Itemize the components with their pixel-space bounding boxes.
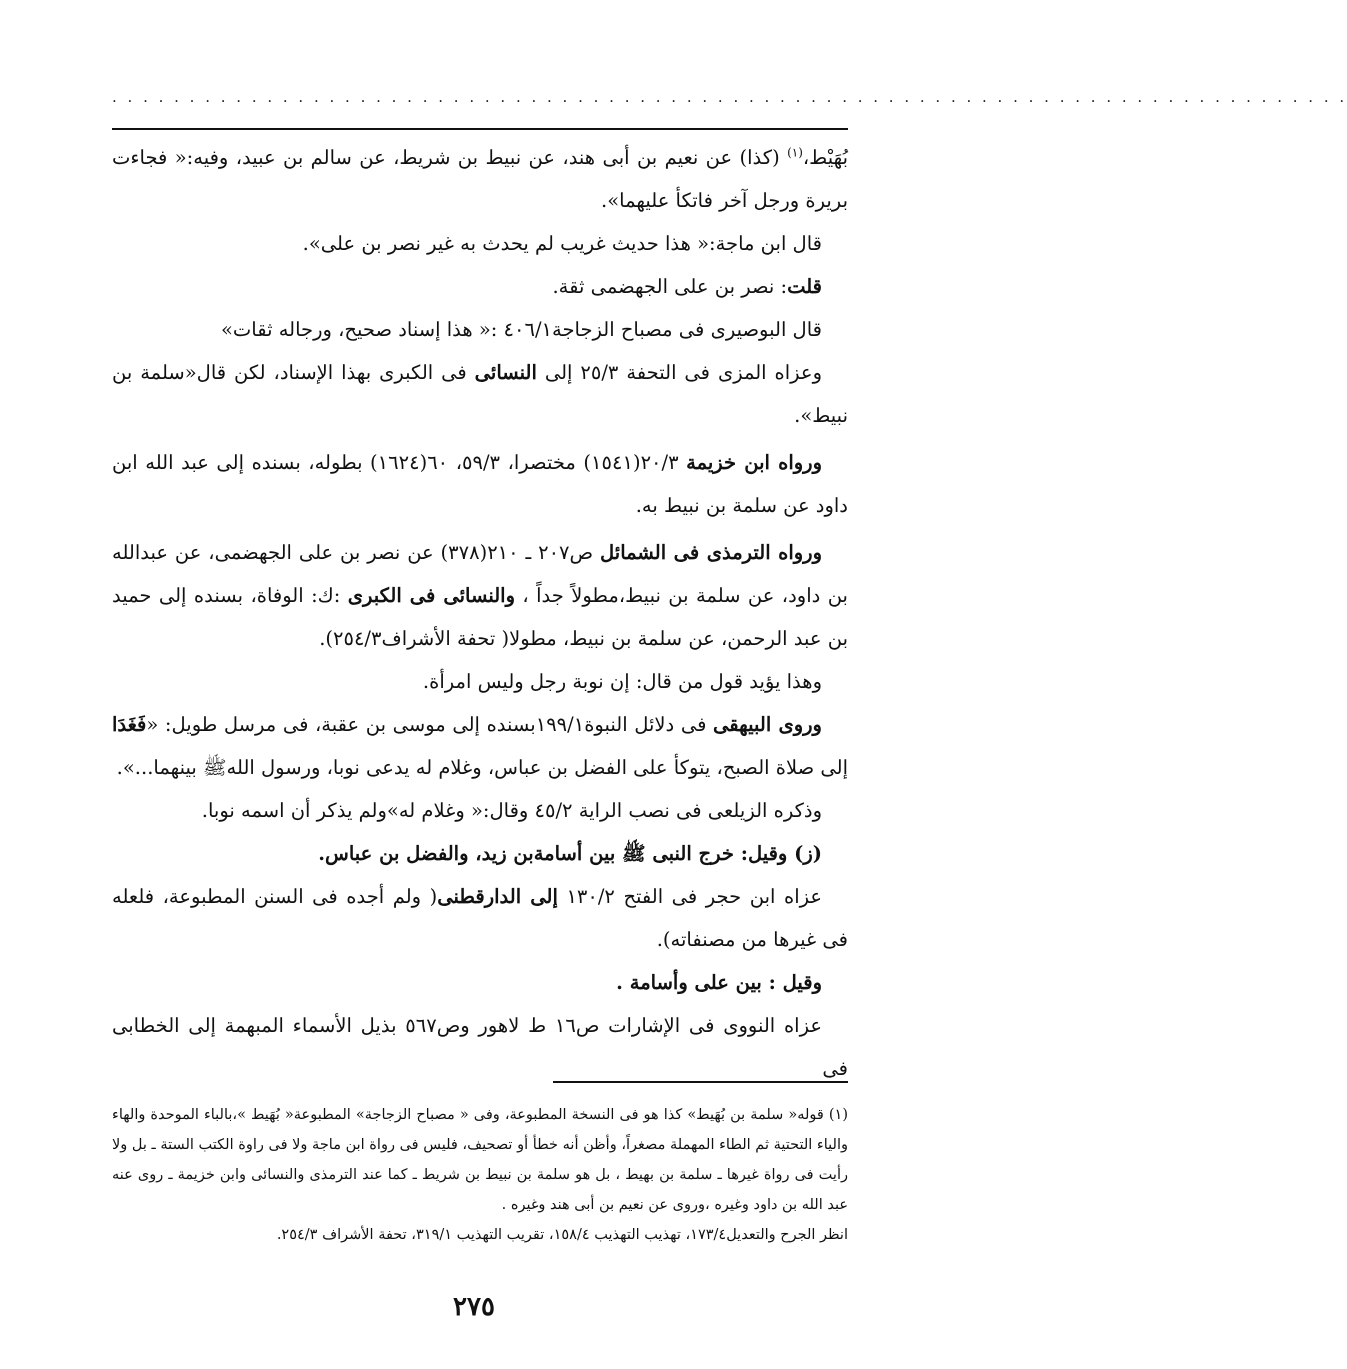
footnote-block: [112, 1100, 848, 1250]
paragraph-5: [112, 351, 848, 437]
paragraph-8: وهذا يؤيد قول من قال: إن نوبة رجل وليس امرأة.: [422, 670, 822, 693]
paragraph-7-text-1: ص٢٠٧ ـ ٢١٠(٣٧٨) عن نصر بن على الجهضمى، عن عبدالله بن داود، عن سلمة بن نبيط،مطولاً جداً ،: [112, 541, 848, 607]
paragraph-3-bold: قلت: [787, 275, 822, 298]
paragraph-10: وذكره الزيلعى فى نصب الراية ٤٥/٢ وقال:« وغلام له»ولم يذكر أن اسمه نوبا.: [201, 799, 822, 822]
paragraph-11: [112, 832, 848, 875]
footnote-marker[interactable]: (١): [787, 145, 803, 160]
paragraph-6-rest: ٢٠/٣(١٥٤١) مختصرا، ٥٩/٣، ٦٠(١٦٢٤) بطوله، بسنده إلى عبد الله ابن داود عن سلمة بن نبيط به.: [112, 451, 848, 517]
paragraph-9-bold: وروى البيهقى: [713, 713, 822, 736]
paragraph-9: [112, 703, 848, 789]
paragraph-13-bold: وقيل : بين على وأسامة .: [616, 971, 822, 994]
paragraph-5-rest: فى الكبرى بهذا الإسناد، لكن قال«سلمة بن نبيط».: [112, 361, 848, 427]
paragraph-9-text-1: فى دلائل النبوة١٩٩/١بسنده إلى موسى بن عقبة، فى مرسل طويل: «: [146, 713, 714, 736]
paragraph-9-bold-2: فَغَدَا: [112, 713, 147, 736]
paragraph-12-rest: ( ولم أجده فى السنن المطبوعة، فلعله فى غيرها من مصنفاته).: [112, 885, 848, 951]
paragraph-6: [112, 441, 848, 527]
paragraph-1-start: بُهَيْط،: [802, 146, 848, 169]
main-text: [112, 136, 848, 1090]
paragraph-11-bold: (ز) وقيل: خرج النبى ﷺ بين أسامةبن زيد، والفضل بن عباس.: [318, 842, 822, 865]
paragraph-3-rest: : نصر بن على الجهضمى ثقة.: [552, 275, 788, 298]
paragraph-1-rest: (كذا) عن نعيم بن أبى هند، عن نبيط بن شريط، عن سالم بن عبيد، وفيه:« فجاءت بريرة ورجل آخر فاتكأ عليهما».: [112, 146, 848, 212]
paragraph-4: قال البوصيرى فى مصباح الزجاجة٤٠٦/١ :« هذا إسناد صحيح، ورجاله ثقات»: [220, 318, 822, 341]
header-dotted-line: . . . . . . . . . . . . . . . . . . . . . . . . . . . . . . . . . . . . . . . . . . . . . . . . . . . . . . . . . . . . . . . . . . . . . . . . . . . . . . . .: [112, 88, 1347, 106]
header-rule: [112, 128, 848, 130]
paragraph-7-bold-2: والنسائى فى الكبرى: [347, 584, 515, 607]
paragraph-9-text-2: إلى صلاة الصبح، يتوكأ على الفضل بن عباس، وغلام له يدعى نوبا، ورسول اللهﷺ بينهما...».: [116, 756, 848, 779]
paragraph-5-start: وعزاه المزى فى التحفة ٢٥/٣ إلى: [536, 361, 822, 384]
paragraph-12-start: عزاه ابن حجر فى الفتح ١٣٠/٢: [557, 885, 822, 908]
paragraph-13: [112, 961, 848, 1004]
paragraph-6-bold: ورواه ابن خزيمة: [686, 451, 822, 474]
paragraph-2: قال ابن ماجة:« هذا حديث غريب لم يحدث به غير نصر بن على».: [302, 232, 822, 255]
paragraph-7: [112, 531, 848, 660]
footnote-rule: [553, 1081, 848, 1083]
footnote-1: (١) قوله« سلمة بن بُهَيط» كذا هو فى النسخة المطبوعة، وفى « مصباح الزجاجة» المطبوعة« بُهَيط »،بالباء الموحدة والهاء والياء التحتية ثم الطاء المهملة مصغراً، وأظن أنه خطأ أو تصحيف، فليس فى رواة ابن ماجة ولا فى راوة الكتب الستة ـ بل ولا رأيت فى رواة غيرها ـ سلمة بن بهيط ، بل هو سلمة بن نبيط بن شريط ـ كما عند الترمذى والنسائى وابن خزيمة ـ روى عنه عبد الله بن داود وغيره ،وروى عن نعيم بن أبى هند وغيره .: [112, 1107, 848, 1213]
page-number: ٢٧٥: [453, 1292, 495, 1322]
paragraph-5-bold: النسائى: [474, 361, 537, 384]
footnote-references: انظر الجرح والتعديل١٧٣/٤، تهذيب التهذيب ١٥٨/٤، تقريب التهذيب ٣١٩/١، تحفة الأشراف ٢٥٤/٣.: [276, 1227, 848, 1243]
paragraph-12-bold: إلى الدارقطنى: [437, 885, 558, 908]
paragraph-3: [112, 265, 848, 308]
paragraph-7-bold-1: ورواه الترمذى فى الشمائل: [600, 541, 822, 564]
paragraph-14: عزاه النووى فى الإشارات ص١٦ ط لاهور وص٥٦٧ بذيل الأسماء المبهمة إلى الخطابى فى: [112, 1014, 848, 1080]
paragraph-12: [112, 875, 848, 961]
paragraph-7-text-2: :ك: الوفاة، بسنده إلى حميد بن عبد الرحمن، عن سلمة بن نبيط، مطولا( تحفة الأشراف٢٥٤/٣).: [112, 584, 848, 650]
paragraph-1: [112, 136, 848, 222]
